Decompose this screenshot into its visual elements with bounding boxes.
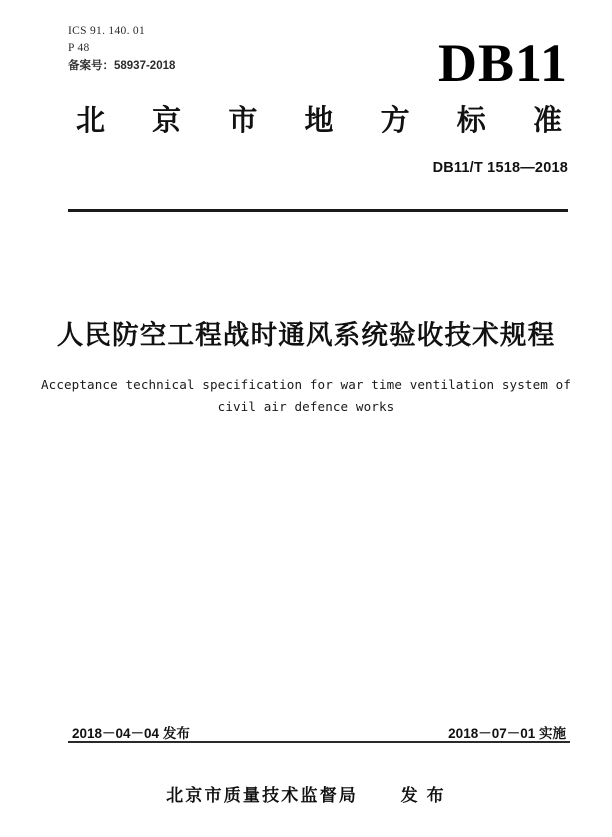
implementation-date: 2018－07－01 实施 <box>448 726 566 741</box>
standard-series-header <box>68 103 568 141</box>
header-char-7: 准 <box>532 105 562 137</box>
header-char-3: 市 <box>228 105 258 137</box>
publisher-verb: 发 布 <box>400 786 446 805</box>
title-english-line-1: Acceptance technical specification for war time ventilation system of <box>40 376 572 392</box>
classification-code: P 48 <box>68 42 90 55</box>
document-title-english <box>40 374 572 418</box>
header-char-2: 京 <box>152 105 182 137</box>
issue-date: 2018－04－04 发布 <box>72 726 190 741</box>
header-char-1: 北 <box>76 105 106 137</box>
db11-logo: DB11 <box>437 33 568 93</box>
standard-number: DB11/T 1518—2018 <box>432 160 568 176</box>
metadata-block <box>68 23 175 75</box>
title-english-line-2: civil air defence works <box>217 398 395 414</box>
header-char-5: 方 <box>380 105 410 137</box>
header-char-4: 地 <box>304 105 334 137</box>
ics-code: ICS 91. 140. 01 <box>68 25 146 37</box>
header-char-6: 标 <box>456 105 486 137</box>
record-number: 备案号：58937-2018 <box>68 59 176 72</box>
header-divider <box>68 209 568 212</box>
publisher-row <box>0 781 612 806</box>
title-block <box>40 318 572 418</box>
publisher-name: 北京市质量技术监督局 <box>166 786 359 805</box>
document-title-chinese: 人民防空工程战时通风系统验收技术规程 <box>56 320 556 350</box>
footer-divider <box>68 741 570 743</box>
